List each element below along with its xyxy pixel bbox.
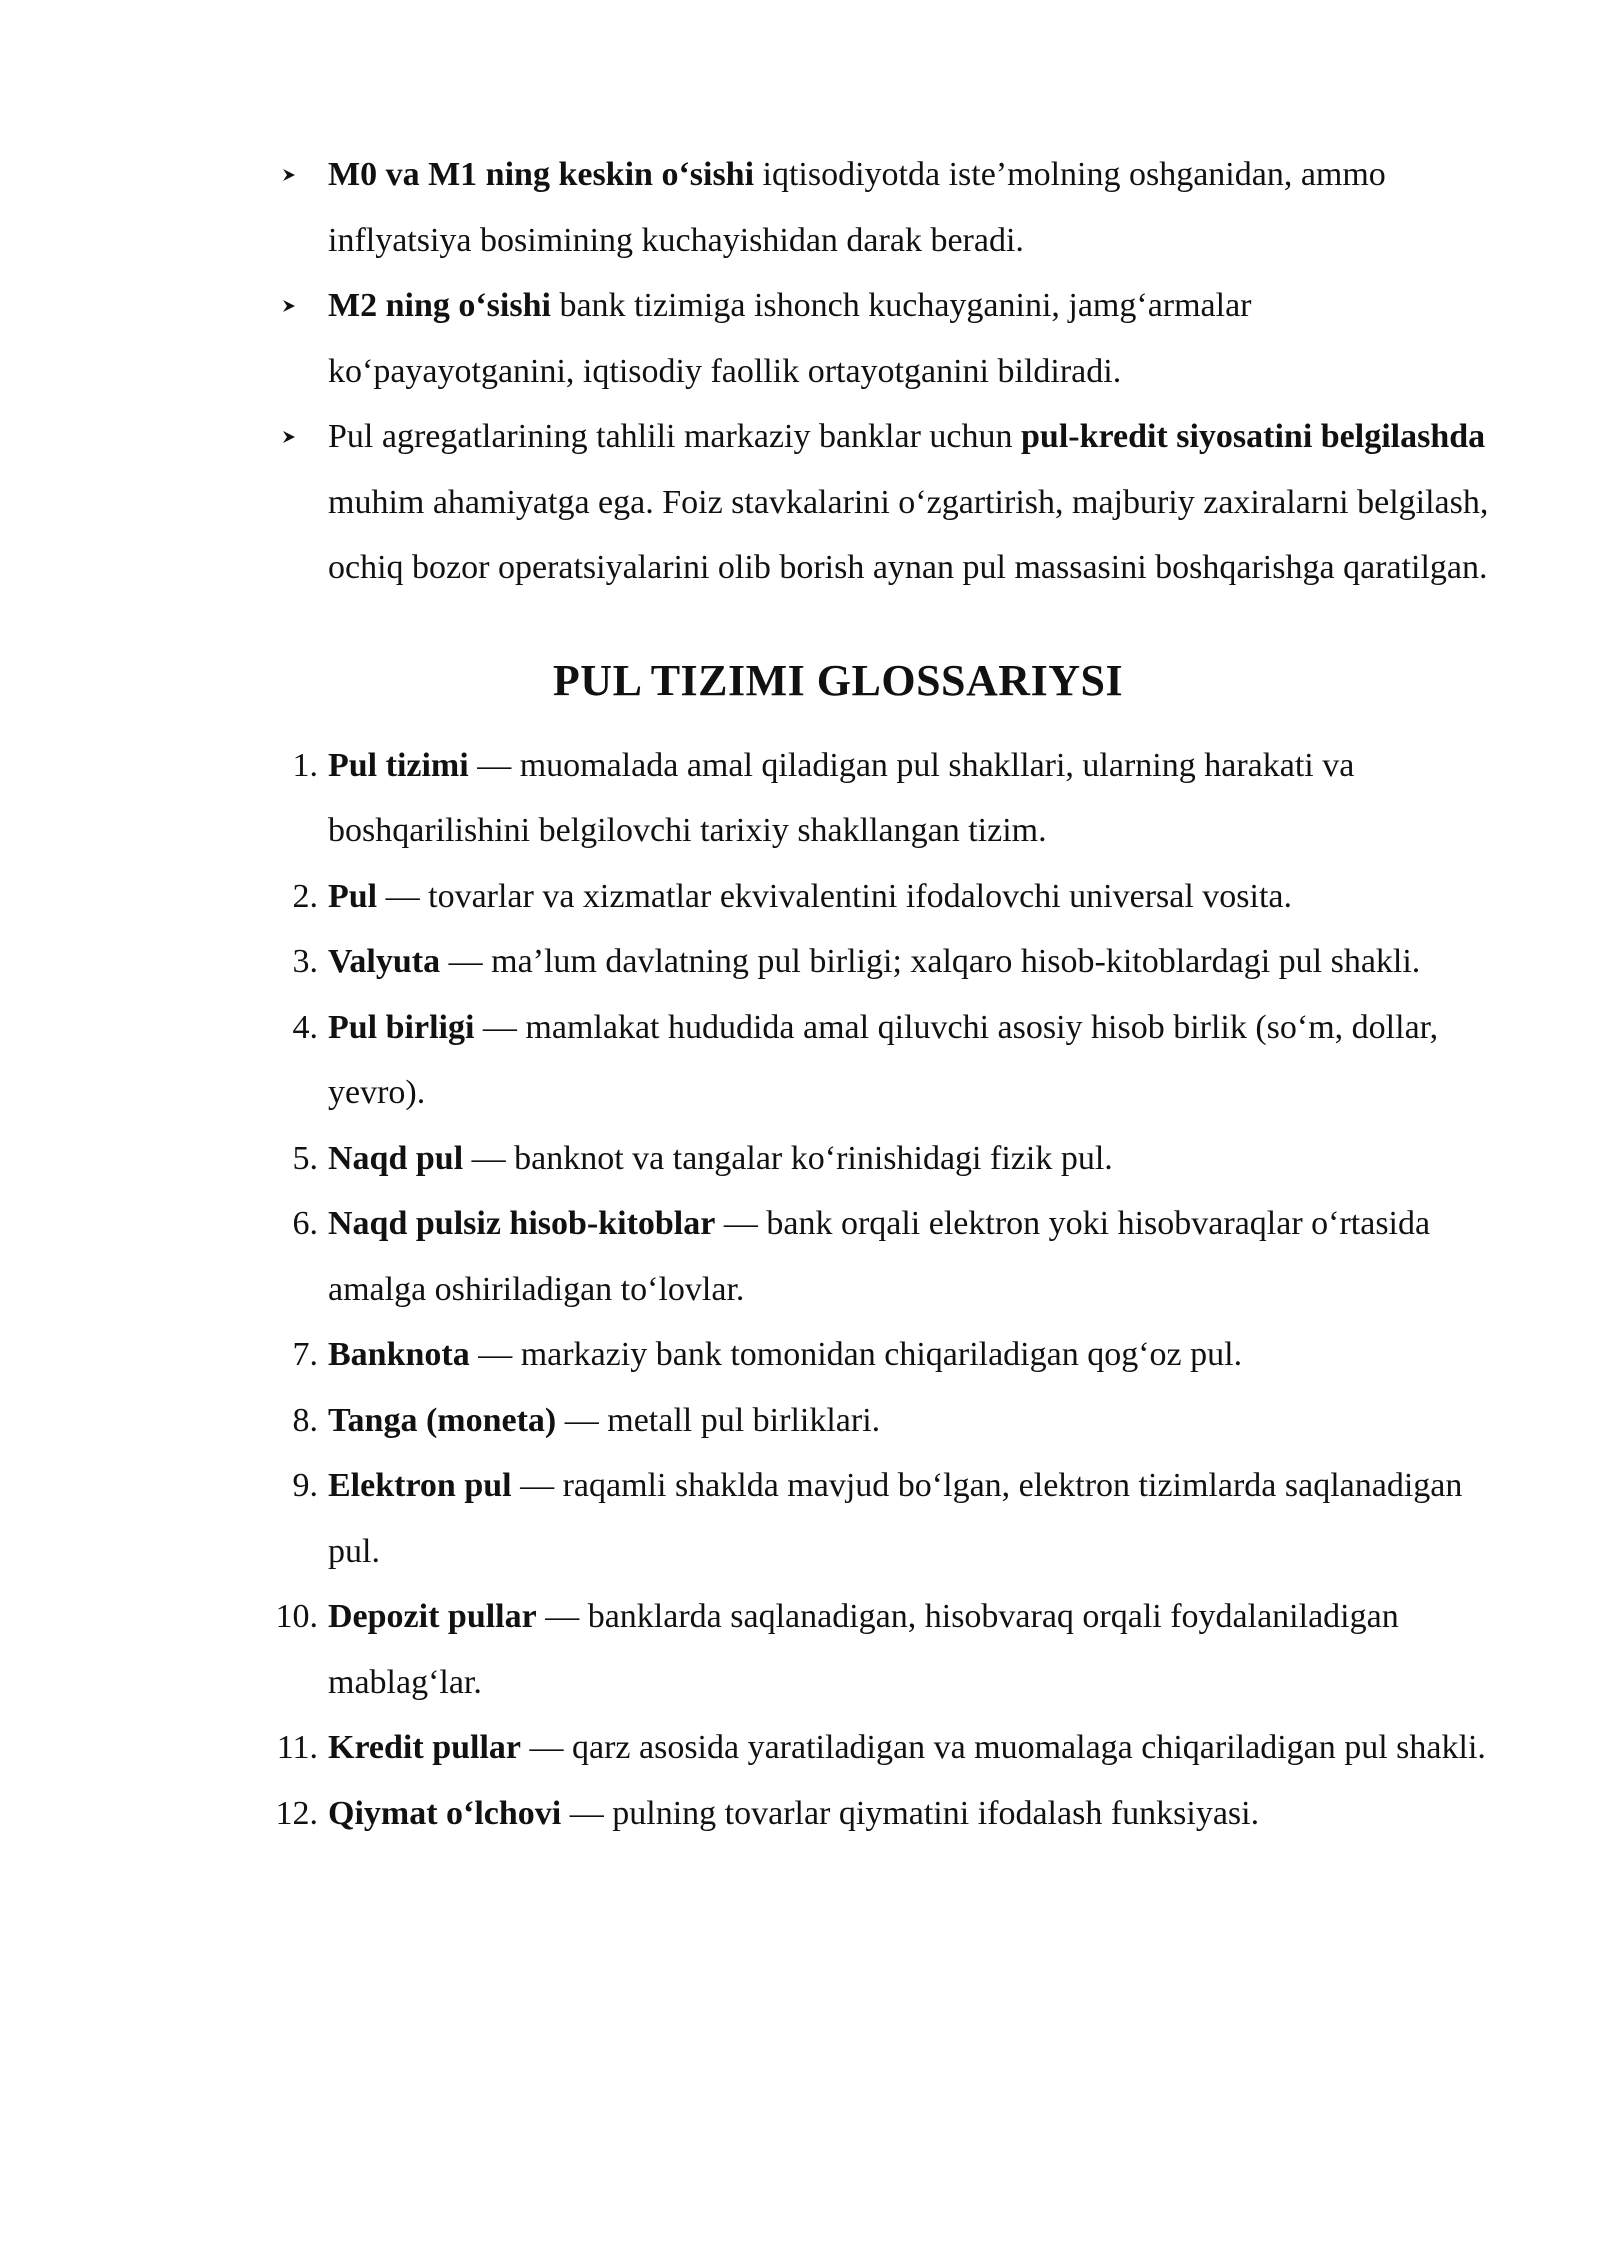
arrowhead-right-icon xyxy=(282,299,296,313)
glossary-definition: — bank orqali elektron yoki hisobvaraqlar o‘rtasida amalga oshiriladigan to‘lovlar. xyxy=(328,1205,1431,1308)
glossary-definition: — tovarlar va xizmatlar ekvivalentini ifodalovchi universal vosita. xyxy=(377,877,1293,915)
item-number: 3. xyxy=(292,943,318,980)
glossary-definition: — muomalada amal qiladigan pul shakllari, ularning harakati va boshqarilishini belgilovchi tarixiy shakllangan tizim. xyxy=(328,746,1355,849)
glossary-definition: — raqamli shaklda mavjud bo‘lgan, elektron tizimlarda saqlanadigan pul. xyxy=(328,1467,1463,1570)
glossary-term: Naqd pulsiz hisob-kitoblar xyxy=(328,1205,716,1242)
glossary-item xyxy=(278,1388,1498,1454)
glossary-term: Elektron pul xyxy=(328,1467,512,1504)
bullet-list xyxy=(278,142,1498,601)
glossary-term: Valyuta xyxy=(328,943,441,980)
glossary-item xyxy=(275,1781,1498,1847)
item-number: 1. xyxy=(292,746,318,784)
glossary-definition: — ma’lum davlatning pul birligi; xalqaro hisob-kitoblardagi pul shakli. xyxy=(440,943,1421,980)
section-title: PUL TIZIMI GLOSSARIYSI xyxy=(552,655,1124,705)
glossary-definition: — pulning tovarlar qiymatini ifodalash funksiyasi. xyxy=(561,1794,1260,1832)
item-number: 6. xyxy=(292,1205,318,1242)
glossary-item xyxy=(278,1453,1498,1584)
glossary-term: Qiymat o‘lchovi xyxy=(328,1794,562,1832)
bullet-term: M0 va M1 ning keskin o‘sishi xyxy=(328,156,755,193)
item-number: 2. xyxy=(292,877,318,915)
item-number: 8. xyxy=(292,1401,318,1439)
glossary-item xyxy=(278,1126,1498,1192)
bullet-term: M2 ning o‘sishi xyxy=(328,287,551,324)
glossary-definition: — mamlakat hududida amal qiluvchi asosiy hisob birlik (so‘m, dollar, yevro). xyxy=(328,1008,1439,1111)
glossary-definition: — metall pul birliklari. xyxy=(556,1401,881,1439)
glossary-item xyxy=(278,1191,1498,1322)
glossary-term: Pul xyxy=(328,877,378,915)
glossary-term: Pul tizimi xyxy=(328,746,469,784)
item-number: 5. xyxy=(292,1139,318,1177)
glossary-term: Banknota xyxy=(328,1336,470,1373)
glossary-item xyxy=(278,1322,1498,1388)
glossary-item xyxy=(278,1715,1498,1781)
item-number: 12. xyxy=(275,1794,318,1832)
glossary-list xyxy=(275,733,1498,1847)
arrowhead-right-icon xyxy=(282,430,296,444)
bullet-item xyxy=(278,273,1498,404)
bullet-text: muhim ahamiyatga ega. Foiz stavkalarini o‘zgartirish, majburiy zaxiralarni belgilash, ochiq bozor operatsiyalarini olib borish aynan pul massasini boshqarishga qaratilgan. xyxy=(328,483,1489,586)
bullet-text-pre: Pul agregatlarining tahlili markaziy banklar uchun xyxy=(328,418,1021,455)
glossary-term: Naqd pul xyxy=(328,1139,464,1177)
bullet-text: bank tizimiga ishonch kuchayganini, jamg‘armalar ko‘payayotganini, iqtisodiy faollik ortayotganini bildiradi. xyxy=(328,287,1252,390)
bullet-marker xyxy=(278,273,328,339)
glossary-definition: — markaziy bank tomonidan chiqariladigan qog‘oz pul. xyxy=(469,1336,1243,1373)
glossary-term: Kredit pullar xyxy=(328,1729,521,1766)
item-number: 10. xyxy=(275,1598,318,1635)
bullet-term: pul-kredit siyosatini belgilashda xyxy=(1021,418,1486,455)
page-content xyxy=(275,142,1498,1846)
glossary-term: Depozit pullar xyxy=(328,1598,537,1635)
item-number: 9. xyxy=(292,1467,318,1504)
glossary-item xyxy=(275,1584,1498,1715)
glossary-item xyxy=(278,733,1498,864)
item-number: 11. xyxy=(276,1729,318,1766)
glossary-definition: — banknot va tangalar ko‘rinishidagi fizik pul. xyxy=(463,1139,1113,1177)
bullet-marker xyxy=(278,404,328,470)
glossary-item xyxy=(278,995,1498,1126)
bullet-text: iqtisodiyotda iste’molning oshganidan, ammo inflyatsiya bosimining kuchayishidan darak beradi. xyxy=(328,156,1386,259)
item-number: 4. xyxy=(292,1008,318,1046)
glossary-definition: — banklarda saqlanadigan, hisobvaraq orqali foydalaniladigan mablag‘lar. xyxy=(328,1598,1399,1701)
glossary-definition: — qarz asosida yaratiladigan va muomalaga chiqariladigan pul shakli. xyxy=(521,1729,1486,1766)
item-number: 7. xyxy=(292,1336,318,1373)
glossary-term: Tanga (moneta) xyxy=(328,1401,557,1439)
bullet-item xyxy=(278,404,1498,601)
arrowhead-right-icon xyxy=(282,168,296,182)
glossary-term: Pul birligi xyxy=(328,1008,475,1046)
glossary-item xyxy=(278,864,1498,930)
bullet-item xyxy=(278,142,1498,273)
glossary-item xyxy=(278,929,1498,995)
bullet-marker xyxy=(278,142,328,208)
